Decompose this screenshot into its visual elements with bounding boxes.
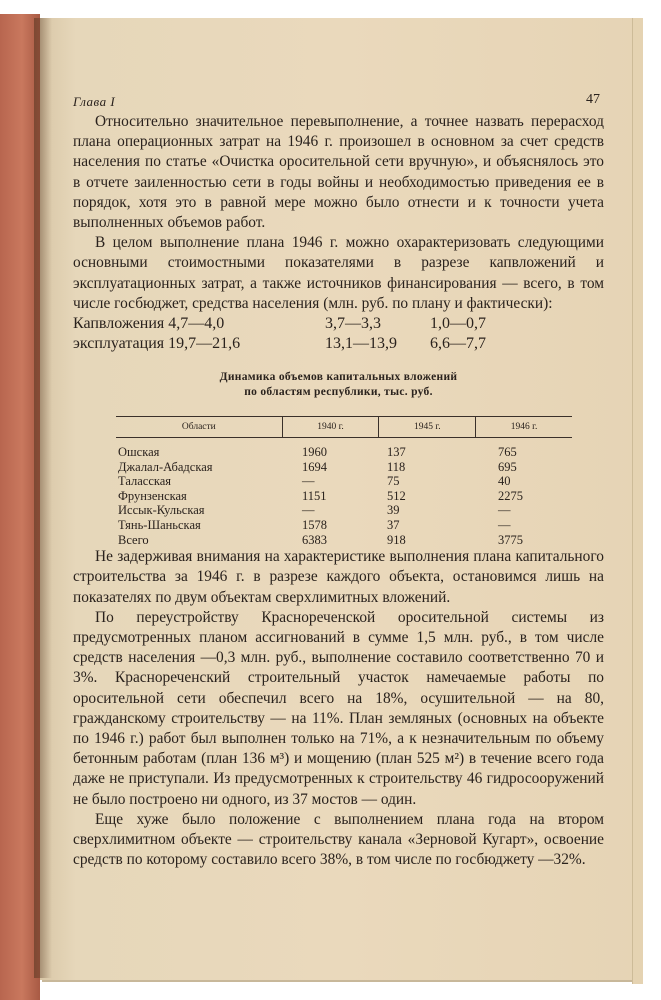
figures-value: 6,6—7,7	[430, 335, 486, 353]
header-year: 1945 г.	[379, 417, 476, 437]
cell-value: 39	[387, 503, 400, 518]
cell-region: Фрунзенская	[118, 488, 187, 503]
cell-value: 6383	[302, 532, 327, 547]
cell-value: 3775	[498, 532, 523, 547]
cell-region: Джалал-Абадская	[118, 459, 213, 474]
cell-region: Ошская	[118, 445, 160, 460]
paragraph: Еще хуже было положение с выполнением плана года на втором сверхлимитном объекте — строительству канала «Зерновой Кугарт», освоение средств по которому составило всего 38%, в том числе по госбюджету —32%.	[73, 810, 604, 869]
cell-value: 695	[498, 459, 517, 474]
paragraph: В целом выполнение плана 1946 г. можно охарактеризовать следующими основными стоимостными показателями в разрезе капвложений и эксплуатационных затрат, а также источников финансирования — всего, в том числе госбюджет, средства населения (млн. руб. по плану и фактически):	[73, 234, 604, 312]
table-row	[116, 460, 572, 475]
table-row	[116, 518, 572, 533]
cell-value: 1694	[302, 459, 327, 474]
table-title-line: Динамика объемов капитальных вложений	[219, 371, 458, 384]
figures-value: 3,7—3,3	[325, 315, 381, 333]
cell-value: 918	[387, 532, 406, 547]
figures-value: 1,0—0,7	[430, 315, 486, 333]
figures-label: Капвложения 4,7—4,0	[73, 315, 225, 333]
figures-label: эксплуатация 19,7—21,6	[73, 335, 241, 353]
cell-region: Всего	[118, 532, 149, 547]
table-row	[116, 489, 572, 504]
cell-value: 118	[387, 459, 406, 474]
cell-value: —	[498, 503, 511, 518]
header-region: Области	[116, 417, 283, 437]
figures-row	[73, 334, 604, 354]
cell-value: 1578	[302, 518, 327, 532]
paragraph: Относительно значительное перевыполнение, а точнее назвать перерасход плана операционных затрат на 1946 г. произошел в основном за счет средств населения по статье «Очистка оросительной сети вручную», и объяснялось это в отчете заиленностью сети в годы войны и необходимостью приведения ее в порядок, хотя это в равной мере можно было отнести и к точности учета выполненных объемов работ.	[73, 113, 604, 232]
table-row	[116, 445, 572, 460]
header-year: 1940 г.	[283, 417, 380, 437]
table-title-line: по областям республики, тыс. руб.	[244, 386, 433, 399]
paragraph: Не задерживая внимания на характеристике выполнения плана капитального строительства за 1946 г. в разрезе каждого объекта, остановимся лишь на показателях по двум объектам сверхлимитных вложений.	[73, 548, 604, 606]
page-number: 47	[586, 92, 600, 107]
figures-row	[73, 314, 604, 334]
cell-value: —	[498, 518, 511, 532]
cell-value: 37	[387, 518, 400, 532]
cell-value: —	[302, 474, 315, 489]
page-content	[73, 88, 604, 870]
cell-value: 75	[387, 474, 400, 489]
spine-shadow	[34, 18, 52, 978]
table-header	[116, 416, 572, 438]
cell-value: 1151	[302, 488, 327, 503]
cell-value: 512	[387, 488, 406, 503]
table-row	[116, 474, 572, 489]
table-title	[73, 370, 604, 400]
cell-value: 1960	[302, 445, 327, 460]
cell-region: Таласская	[118, 474, 172, 489]
chapter-title: Глава I	[73, 94, 116, 109]
running-head	[73, 88, 604, 112]
table-row	[116, 503, 572, 518]
cell-value: —	[302, 503, 315, 518]
cell-region: Тянь-Шаньская	[118, 518, 201, 532]
cell-value: 765	[498, 445, 517, 460]
cell-region: Иссык-Кульская	[118, 503, 205, 518]
figures-value: 13,1—13,9	[325, 335, 397, 353]
header-year: 1946 г.	[510, 422, 538, 433]
page-edge	[632, 18, 643, 984]
paragraph: По переустройству Краснореченской оросительной системы из предусмотренных планом ассигнований в сумме 1,5 млн. руб., в том числе средств населения —0,3 млн. руб., выполнение составило соответственно 70 и 3%. Краснореченский строительный участок намечаемые работы по оросительной сети обеспечил всего на 18%, осушительной — на 80, гражданскому строительству — на 11%. План земляных (основных на объекте по 1946 г.) работ был выполнен только на 71%, а к незначительным по объему бетонным работам (план 136 м³) и мощению (план 525 м²) в течение всего года даже не приступали. Из предусмотренных к строительству 46 гидросооружений не было построено ни одного, из 37 мостов — один.	[73, 608, 604, 808]
table-row-total	[116, 533, 572, 548]
cell-value: 137	[387, 445, 406, 460]
capital-investment-table	[116, 416, 572, 547]
table-body	[116, 445, 572, 547]
cell-value: 40	[498, 474, 511, 489]
cell-value: 2275	[498, 488, 523, 503]
plan-figures	[73, 314, 604, 354]
